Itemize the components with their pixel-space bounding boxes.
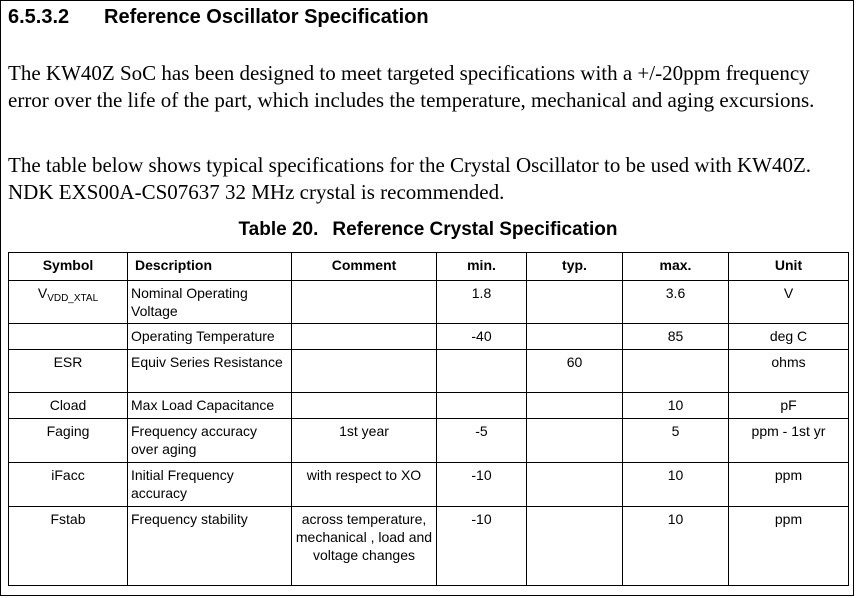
cell-unit: V: [729, 281, 849, 324]
table-row: [9, 507, 849, 586]
header-symbol: Symbol: [9, 253, 128, 281]
header-description: Description: [128, 253, 292, 281]
cell-symbol: iFacc: [9, 463, 128, 507]
cell-typ: [527, 393, 623, 419]
paragraph-intro: The KW40Z SoC has been designed to meet targeted specifications with a +/-20ppm frequency error over the life of the part, which includes the temperature, mechanical and aging excursions.: [8, 61, 815, 112]
section-title: Reference Oscillator Specification: [104, 6, 429, 28]
cell-typ: [527, 507, 623, 586]
cell-description: Frequency stability: [128, 507, 292, 586]
cell-symbol: [9, 281, 128, 324]
cell-max: 10: [623, 393, 729, 419]
cell-comment: [292, 324, 437, 350]
cell-typ: 60: [527, 350, 623, 393]
cell-symbol: Fstab: [9, 507, 128, 586]
header-max: max.: [623, 253, 729, 281]
table-caption: [0, 219, 856, 241]
cell-comment: with respect to XO: [292, 463, 437, 507]
table-row: [9, 419, 849, 463]
table-row: [9, 393, 849, 419]
table-row: [9, 281, 849, 324]
table-caption-title: Reference Crystal Specification: [332, 219, 618, 240]
cell-min: -10: [437, 463, 527, 507]
cell-max: 3.6: [623, 281, 729, 324]
cell-max: 5: [623, 419, 729, 463]
cell-typ: [527, 463, 623, 507]
cell-max: [623, 350, 729, 393]
cell-comment: across temperature, mechanical , load and voltage changes: [292, 507, 437, 586]
table-row: [9, 463, 849, 507]
cell-symbol: Cload: [9, 393, 128, 419]
cell-comment: [292, 393, 437, 419]
cell-unit: ppm: [729, 507, 849, 586]
cell-min: -10: [437, 507, 527, 586]
cell-unit: pF: [729, 393, 849, 419]
table-row: [9, 324, 849, 350]
cell-max: 10: [623, 507, 729, 586]
cell-symbol: Faging: [9, 419, 128, 463]
table-caption-number: Table 20.: [238, 219, 319, 240]
cell-symbol: ESR: [9, 350, 128, 393]
section-heading: [8, 6, 429, 29]
header-min: min.: [437, 253, 527, 281]
cell-min: 1.8: [437, 281, 527, 324]
cell-min: -5: [437, 419, 527, 463]
cell-max: 85: [623, 324, 729, 350]
paragraph-recommendation: The table below shows typical specifications for the Crystal Oscillator to be used with KW40Z. NDK EXS00A-CS07637 32 MHz crystal is recommended.: [8, 153, 812, 204]
cell-unit: ohms: [729, 350, 849, 393]
cell-min: [437, 350, 527, 393]
header-comment: Comment: [292, 253, 437, 281]
section-number: 6.5.3.2: [8, 6, 70, 28]
symbol-subscript: VDD_XTAL: [47, 293, 99, 304]
cell-description: Equiv Series Resistance: [128, 350, 292, 393]
cell-description: Frequency accuracy over aging: [128, 419, 292, 463]
cell-description: Nominal Operating Voltage: [128, 281, 292, 324]
cell-comment: [292, 350, 437, 393]
crystal-spec-table: [8, 252, 849, 586]
cell-min: -40: [437, 324, 527, 350]
cell-typ: [527, 324, 623, 350]
header-typ: typ.: [527, 253, 623, 281]
cell-comment: 1st year: [292, 419, 437, 463]
table-row: [9, 350, 849, 393]
cell-unit: ppm - 1st yr: [729, 419, 849, 463]
cell-max: 10: [623, 463, 729, 507]
cell-unit: ppm: [729, 463, 849, 507]
cell-description: Initial Frequency accuracy: [128, 463, 292, 507]
cell-description: Max Load Capacitance: [128, 393, 292, 419]
cell-unit: deg C: [729, 324, 849, 350]
cell-typ: [527, 419, 623, 463]
table-header-row: [9, 253, 849, 281]
cell-symbol: [9, 324, 128, 350]
cell-min: [437, 393, 527, 419]
cell-typ: [527, 281, 623, 324]
cell-comment: [292, 281, 437, 324]
symbol-main: V: [37, 285, 48, 301]
cell-description: Operating Temperature: [128, 324, 292, 350]
header-unit: Unit: [729, 253, 849, 281]
